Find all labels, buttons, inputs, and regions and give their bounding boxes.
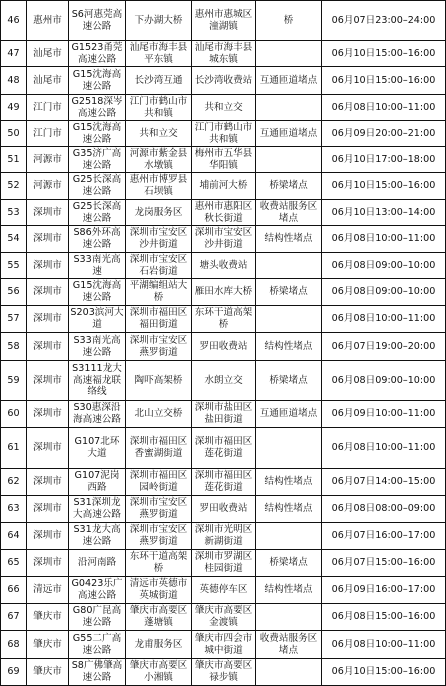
time-cell: 06月07日14:00–15:00 <box>322 469 446 496</box>
end-point-cell: 埔前河大桥 <box>192 173 256 200</box>
table-row <box>1 523 446 550</box>
table-row <box>1 200 446 226</box>
end-point-cell: 深圳市福田区莲花街道 <box>192 428 256 469</box>
road-cell: S31龙大高速公路 <box>69 523 126 550</box>
end-point-cell: 深圳市光明区新湖街道 <box>192 523 256 550</box>
city-cell: 深圳市 <box>27 253 69 279</box>
table-row <box>1 306 446 333</box>
row-number-cell: 69 <box>1 659 27 686</box>
time-cell: 06月10日15:00–16:00 <box>322 659 446 686</box>
start-point-cell: 共和立交 <box>126 121 192 147</box>
congestion-type-cell: 结构性堵点 <box>256 496 322 523</box>
time-cell: 06月10日13:00–14:00 <box>322 200 446 226</box>
end-point-cell: 英德停车区 <box>192 577 256 604</box>
congestion-type-cell: 结构性堵点 <box>256 226 322 253</box>
start-point-cell: 肇庆市高要区小湘镇 <box>126 659 192 686</box>
congestion-type-cell: 桥梁堵点 <box>256 173 322 200</box>
table-row <box>1 496 446 523</box>
time-cell: 06月08日09:00–10:00 <box>322 361 446 401</box>
table-row <box>1 121 446 147</box>
row-number-cell: 55 <box>1 253 27 279</box>
road-cell: S31深圳龙大高速公路 <box>69 496 126 523</box>
end-point-cell: 深圳市罗湖区桂园街道 <box>192 550 256 577</box>
end-point-cell: 惠州市惠城区潼湖镇 <box>192 1 256 41</box>
start-point-cell: 清远市英德市英城街道 <box>126 577 192 604</box>
start-point-cell: 北山立交桥 <box>126 401 192 428</box>
road-cell: G80广昆高速公路 <box>69 604 126 631</box>
time-cell: 06月07日23:00–24:00 <box>322 1 446 41</box>
city-cell: 深圳市 <box>27 226 69 253</box>
road-cell: G107北环大道 <box>69 428 126 469</box>
road-cell: G1523甬莞高速公路 <box>69 41 126 67</box>
start-point-cell: 江门市鹤山市共和镇 <box>126 95 192 121</box>
end-point-cell: 梅州市五华县华阳镇 <box>192 147 256 173</box>
table-row <box>1 401 446 428</box>
congestion-type-cell <box>256 659 322 686</box>
row-number-cell: 51 <box>1 147 27 173</box>
start-point-cell: 深圳市宝安区燕罗街道 <box>126 496 192 523</box>
start-point-cell: 深圳市福田区福田街道 <box>126 306 192 333</box>
end-point-cell: 江门市鹤山市共和镇 <box>192 121 256 147</box>
row-number-cell: 63 <box>1 496 27 523</box>
end-point-cell: 汕尾市海丰县城东镇 <box>192 41 256 67</box>
congestion-type-cell: 桥梁堵点 <box>256 550 322 577</box>
congestion-type-cell <box>256 523 322 550</box>
end-point-cell: 罗田收费站 <box>192 333 256 361</box>
road-cell: S8广佛肇高速公路 <box>69 659 126 686</box>
end-point-cell: 深圳市宝安区沙井街道 <box>192 226 256 253</box>
road-cell: G2518深岑高速公路 <box>69 95 126 121</box>
end-point-cell: 肇庆市四会市城中街道 <box>192 631 256 659</box>
start-point-cell: 长沙湾互通 <box>126 67 192 95</box>
time-cell: 06月08日09:00–10:00 <box>322 253 446 279</box>
city-cell: 深圳市 <box>27 333 69 361</box>
table-row <box>1 428 446 469</box>
end-point-cell: 肇庆市高要区金渡镇 <box>192 604 256 631</box>
road-cell: S33南光高速 <box>69 253 126 279</box>
road-cell: G35济广高速公路 <box>69 147 126 173</box>
start-point-cell: 东环干道高架桥 <box>126 550 192 577</box>
row-number-cell: 50 <box>1 121 27 147</box>
table-row <box>1 659 446 686</box>
row-number-cell: 57 <box>1 306 27 333</box>
time-cell: 06月10日15:00–16:00 <box>322 173 446 200</box>
end-point-cell: 罗田收费站 <box>192 496 256 523</box>
city-cell: 深圳市 <box>27 279 69 306</box>
row-number-cell: 67 <box>1 604 27 631</box>
road-cell: G25长深高速公路 <box>69 200 126 226</box>
time-cell: 06月08日08:00–09:00 <box>322 496 446 523</box>
time-cell: 06月08日09:00–10:00 <box>322 279 446 306</box>
end-point-cell: 东环干道高架桥 <box>192 306 256 333</box>
congestion-type-cell <box>256 41 322 67</box>
congestion-type-cell: 桥梁堵点 <box>256 279 322 306</box>
row-number-cell: 56 <box>1 279 27 306</box>
table-row <box>1 279 446 306</box>
city-cell: 深圳市 <box>27 496 69 523</box>
congestion-type-cell: 桥 <box>256 1 322 41</box>
row-number-cell: 52 <box>1 173 27 200</box>
table-row <box>1 469 446 496</box>
end-point-cell: 肇庆市高要区禄步镇 <box>192 659 256 686</box>
road-cell: G15沈海高速公路 <box>69 67 126 95</box>
start-point-cell: 深圳市宝安区燕罗街道 <box>126 523 192 550</box>
road-cell: G25长深高速公路 <box>69 173 126 200</box>
start-point-cell: 深圳市宝安区石岩街道 <box>126 253 192 279</box>
road-cell: S33南光高速公路 <box>69 333 126 361</box>
start-point-cell: 河源市紫金县水墩镇 <box>126 147 192 173</box>
city-cell: 深圳市 <box>27 361 69 401</box>
road-cell: G55二广高速公路 <box>69 631 126 659</box>
city-cell: 河源市 <box>27 173 69 200</box>
table-row <box>1 253 446 279</box>
start-point-cell: 陶吓高架桥 <box>126 361 192 401</box>
congestion-type-cell: 结构性堵点 <box>256 469 322 496</box>
start-point-cell: 深圳市福田区园岭街道 <box>126 469 192 496</box>
start-point-cell: 惠州市博罗县石坝镇 <box>126 173 192 200</box>
road-cell: S6河惠莞高速公路 <box>69 1 126 41</box>
row-number-cell: 46 <box>1 1 27 41</box>
row-number-cell: 54 <box>1 226 27 253</box>
city-cell: 汕尾市 <box>27 67 69 95</box>
time-cell: 06月07日15:00–16:00 <box>322 550 446 577</box>
road-cell: S30惠深沿海高速公路 <box>69 401 126 428</box>
table-row <box>1 550 446 577</box>
time-cell: 06月08日15:00–16:00 <box>322 604 446 631</box>
city-cell: 江门市 <box>27 95 69 121</box>
table-row <box>1 1 446 41</box>
row-number-cell: 60 <box>1 401 27 428</box>
end-point-cell: 深圳市福田区莲花街道 <box>192 469 256 496</box>
end-point-cell: 水朗立交 <box>192 361 256 401</box>
road-cell: G15沈海高速公路 <box>69 121 126 147</box>
start-point-cell: 龙岗服务区 <box>126 200 192 226</box>
congestion-type-cell <box>256 604 322 631</box>
table-row <box>1 631 446 659</box>
road-cell: S86外环高速公路 <box>69 226 126 253</box>
time-cell: 06月08日10:00–11:00 <box>322 428 446 469</box>
city-cell: 深圳市 <box>27 306 69 333</box>
congestion-type-cell <box>256 147 322 173</box>
start-point-cell: 下办湖大桥 <box>126 1 192 41</box>
table-row <box>1 226 446 253</box>
city-cell: 肇庆市 <box>27 631 69 659</box>
time-cell: 06月10日15:00–16:00 <box>322 67 446 95</box>
time-cell: 06月08日10:00–11:00 <box>322 226 446 253</box>
congestion-type-cell: 互通匝道堵点 <box>256 67 322 95</box>
start-point-cell: 龙甫服务区 <box>126 631 192 659</box>
city-cell: 河源市 <box>27 147 69 173</box>
end-point-cell: 塘头收费站 <box>192 253 256 279</box>
time-cell: 06月09日20:00–21:00 <box>322 121 446 147</box>
city-cell: 汕尾市 <box>27 41 69 67</box>
table-row <box>1 147 446 173</box>
row-number-cell: 58 <box>1 333 27 361</box>
congestion-type-cell: 结构性堵点 <box>256 577 322 604</box>
start-point-cell: 平湖编组站大桥 <box>126 279 192 306</box>
end-point-cell: 长沙湾收费站 <box>192 67 256 95</box>
city-cell: 深圳市 <box>27 428 69 469</box>
city-cell: 深圳市 <box>27 523 69 550</box>
time-cell: 06月10日15:00–16:00 <box>322 41 446 67</box>
congestion-type-cell: 收费站服务区堵点 <box>256 200 322 226</box>
row-number-cell: 62 <box>1 469 27 496</box>
time-cell: 06月07日16:00–17:00 <box>322 523 446 550</box>
end-point-cell: 共和立交 <box>192 95 256 121</box>
end-point-cell: 惠州市惠阳区秋长街道 <box>192 200 256 226</box>
table-row <box>1 333 446 361</box>
time-cell: 06月09日16:00–17:00 <box>322 577 446 604</box>
congestion-type-cell: 结构性堵点 <box>256 333 322 361</box>
road-cell: S203滨河大道 <box>69 306 126 333</box>
table-row <box>1 67 446 95</box>
end-point-cell: 雁田水库大桥 <box>192 279 256 306</box>
start-point-cell: 深圳市宝安区沙井街道 <box>126 226 192 253</box>
row-number-cell: 66 <box>1 577 27 604</box>
row-number-cell: 59 <box>1 361 27 401</box>
city-cell: 深圳市 <box>27 200 69 226</box>
table-row <box>1 361 446 401</box>
road-cell: 沿河南路 <box>69 550 126 577</box>
city-cell: 清远市 <box>27 577 69 604</box>
row-number-cell: 64 <box>1 523 27 550</box>
row-number-cell: 47 <box>1 41 27 67</box>
row-number-cell: 49 <box>1 95 27 121</box>
city-cell: 肇庆市 <box>27 659 69 686</box>
congestion-type-cell <box>256 253 322 279</box>
time-cell: 06月10日17:00–18:00 <box>322 147 446 173</box>
congestion-type-cell: 互通匝道堵点 <box>256 121 322 147</box>
start-point-cell: 深圳市宝安区燕罗街道 <box>126 333 192 361</box>
road-cell: S3111龙大高速福龙联络线 <box>69 361 126 401</box>
city-cell: 深圳市 <box>27 401 69 428</box>
congestion-type-cell <box>256 428 322 469</box>
start-point-cell: 肇庆市高要区蓬塘镇 <box>126 604 192 631</box>
road-cell: G0423乐广高速公路 <box>69 577 126 604</box>
row-number-cell: 48 <box>1 67 27 95</box>
congestion-type-cell <box>256 95 322 121</box>
city-cell: 深圳市 <box>27 550 69 577</box>
city-cell: 肇庆市 <box>27 604 69 631</box>
table-row <box>1 604 446 631</box>
row-number-cell: 61 <box>1 428 27 469</box>
city-cell: 深圳市 <box>27 469 69 496</box>
congestion-type-cell: 互通匝道堵点 <box>256 401 322 428</box>
time-cell: 06月07日19:00–20:00 <box>322 333 446 361</box>
table-row <box>1 41 446 67</box>
table-row <box>1 577 446 604</box>
table-row <box>1 173 446 200</box>
start-point-cell: 深圳市福田区香蜜湖街道 <box>126 428 192 469</box>
time-cell: 06月08日10:00–11:00 <box>322 306 446 333</box>
row-number-cell: 65 <box>1 550 27 577</box>
row-number-cell: 53 <box>1 200 27 226</box>
congestion-type-cell: 收费站服务区堵点 <box>256 631 322 659</box>
table-row <box>1 95 446 121</box>
start-point-cell: 汕尾市海丰县平东镇 <box>126 41 192 67</box>
time-cell: 06月08日10:00–11:00 <box>322 631 446 659</box>
time-cell: 06月08日10:00–11:00 <box>322 95 446 121</box>
city-cell: 惠州市 <box>27 1 69 41</box>
congestion-type-cell: 桥梁堵点 <box>256 361 322 401</box>
end-point-cell: 深圳市盐田区盐田街道 <box>192 401 256 428</box>
road-cell: G15沈海高速公路 <box>69 279 126 306</box>
congestion-type-cell <box>256 306 322 333</box>
time-cell: 06月09日10:00–11:00 <box>322 401 446 428</box>
road-cell: G107泥岗西路 <box>69 469 126 496</box>
city-cell: 江门市 <box>27 121 69 147</box>
row-number-cell: 68 <box>1 631 27 659</box>
